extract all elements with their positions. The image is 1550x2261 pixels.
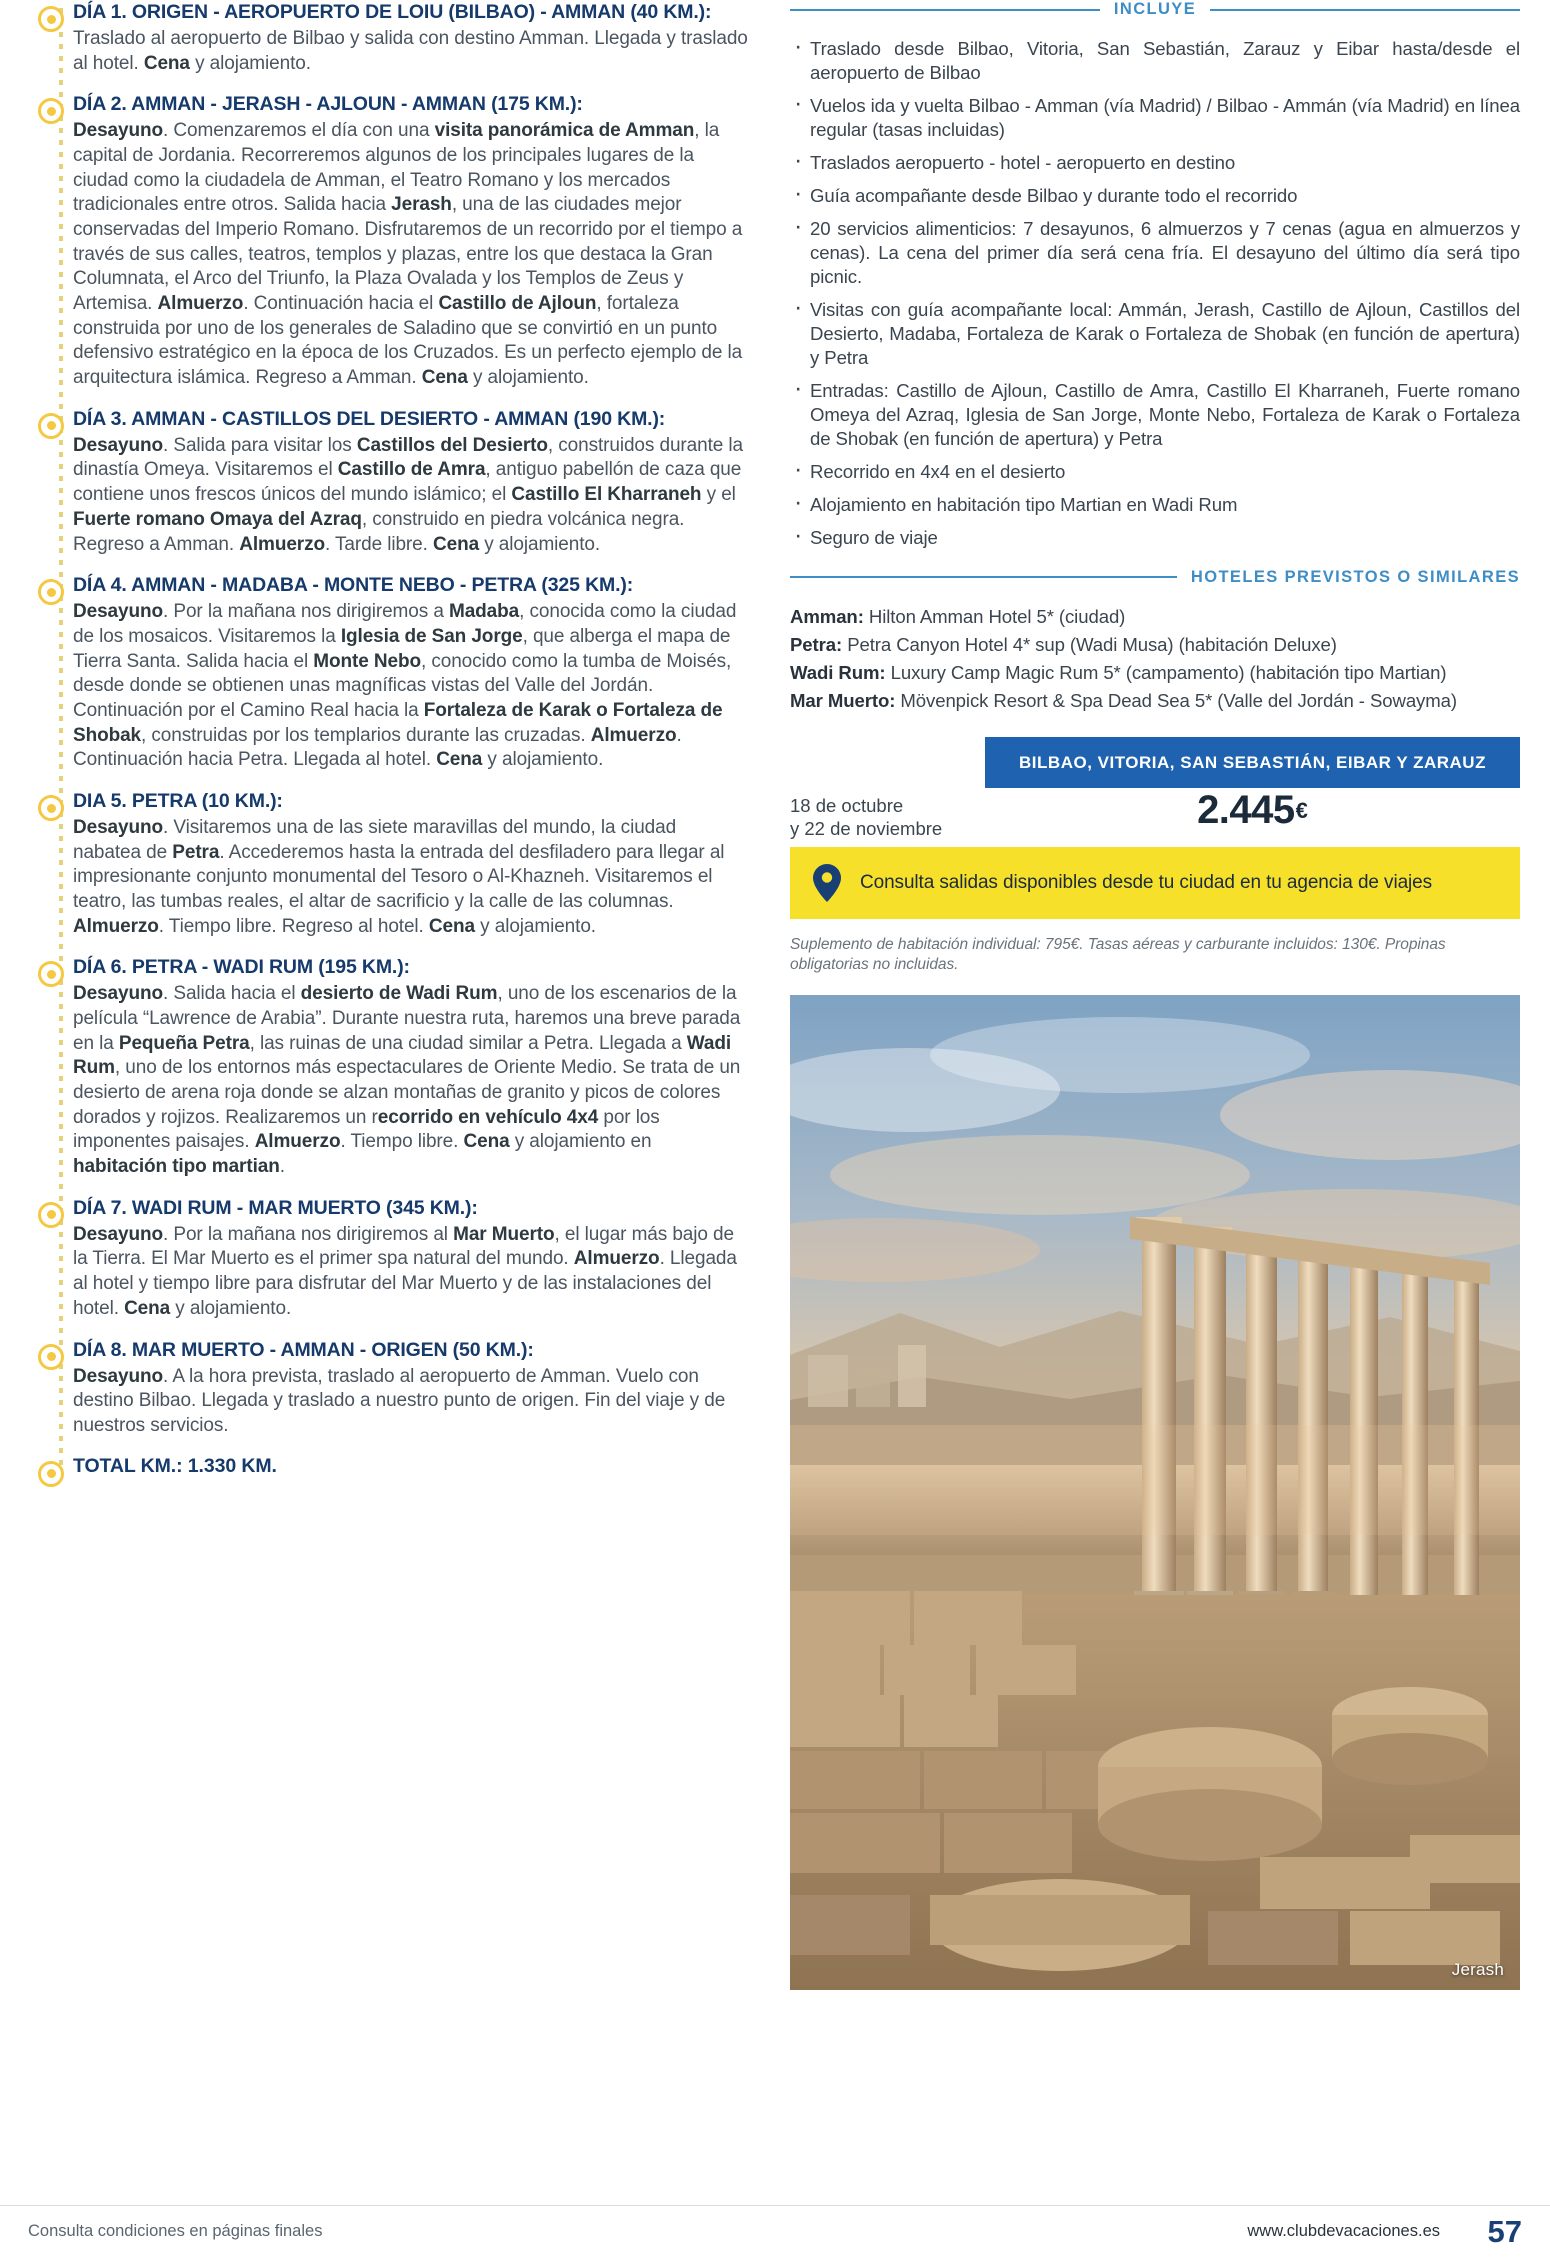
includes-section-header [790, 0, 1520, 19]
hotel-name: Petra Canyon Hotel 4* sup (Wadi Musa) (habitación Deluxe) [847, 633, 1337, 655]
hotel-name: Hilton Amman Hotel 5* (ciudad) [868, 605, 1126, 627]
departure-date-line-2: y 22 de noviembre [790, 818, 943, 840]
price-currency: € [1295, 797, 1308, 823]
include-item: · 20 servicios alimenticios: 7 desayunos, 6 almuerzos y 7 cenas (agua en almuerzos y cenas). La cena del primer día será cena fría. El desayuno del último día será tipo picnic. [790, 217, 1520, 289]
day-title: DÍA 1. ORIGEN - AEROPUERTO DE LOIU (BILBAO) - AMMAN (40 KM.): [73, 1, 712, 23]
includes-list [790, 37, 1520, 550]
itinerary-day [28, 789, 748, 939]
price-amount-row [985, 788, 1520, 833]
rule-left [790, 576, 1177, 578]
hotel-row [790, 689, 1520, 713]
footer-website-url[interactable]: www.clubdevacaciones.es [1247, 2222, 1440, 2240]
day-description: Desayuno. A la hora prevista, traslado al aeropuerto de Amman. Vuelo con destino Bilbao. Llegada y traslado a nuestro punto de origen. Fin del viaje y de nuestros servicios. [73, 1365, 726, 1436]
itinerary-day [28, 1196, 748, 1322]
day-title: DÍA 6. PETRA - WADI RUM (195 KM.): [73, 956, 410, 979]
day-description: Traslado al aeropuerto de Bilbao y salida con destino Amman. Llegada y traslado al hotel. Cena y alojamiento. [73, 27, 748, 74]
consult-text: Consulta salidas disponibles desde tu ciudad en tu agencia de viajes [860, 872, 1433, 894]
rule-left [790, 9, 1100, 11]
consult-departures-box[interactable] [790, 847, 1520, 919]
price-amount: 2.445 [1197, 788, 1295, 833]
itinerary-day [28, 407, 748, 557]
day-description: Desayuno. Por la mañana nos dirigiremos al Mar Muerto, el lugar más bajo de la Tierra. El Mar Muerto es el primer spa natural del mundo. Almuerzo. Llegada al hotel y tiempo libre para disfrutar del Mar Muerto y de las instalaciones del hotel. Cena y alojamiento. [73, 1223, 737, 1319]
day-bullet-icon [38, 413, 64, 439]
itinerary-total-km [28, 1455, 748, 1478]
hotels-list [790, 605, 1520, 714]
page-footer [0, 2205, 1550, 2261]
day-description: Desayuno. Comenzaremos el día con una visita panorámica de Amman, la capital de Jordania. Recorreremos algunos de los principales lugares de la ciudad como la ciudadela de Amman, el Teatro Romano y los mercados tradicionales entre otros. Salida hacia Jerash, una de las ciudades mejor conservadas del Imperio Romano. Disfrutaremos de un recorrido por el tiempo a través de sus calles, teatros, templos y plazas, entre los que destaca la Gran Columnata, el Arco del Triunfo, la Plaza Ovalada y los Templos de Zeus y Artemisa. Almuerzo. Continuación hacia el Castillo de Ajloun, fortaleza construida por uno de los generales de Saladino que se convirtió en un punto defensivo estratégico en la época de los Cruzados. Es un perfecto ejemplo de la arquitectura islámica. Regreso a Amman. Cena y alojamiento. [73, 120, 743, 389]
include-item: · Traslados aeropuerto - hotel - aeropuerto en destino [790, 151, 1520, 175]
day-bullet-icon [38, 795, 64, 821]
day-bullet-icon [38, 1202, 64, 1228]
day-description: Desayuno. Salida hacia el desierto de Wadi Rum, uno de los escenarios de la película “Lawrence de Arabia”. Durante nuestra ruta, haremos una breve parada en la Pequeña Petra, las ruinas de una ciudad similar a Petra. Llegada a Wadi Rum, uno de los entornos más espectaculares de Oriente Medio. Se trata de un desierto de arena roja donde se alzan montañas de granito y picos de colores dorados y rojizos. Realizaremos un recorrido en vehículo 4x4 por los imponentes paisajes. Almuerzo. Tiempo libre. Cena y alojamiento en habitación tipo martian. [73, 983, 741, 1178]
include-item: · Visitas con guía acompañante local: Ammán, Jerash, Castillo de Ajloun, Castillos del Desierto, Madaba, Fortaleza de Karak o Fortaleza de Shobak (en función de apertura) y Petra [790, 298, 1520, 370]
destination-photo [790, 995, 1520, 1990]
hotel-city: Wadi Rum: [790, 662, 886, 684]
rule-right [1210, 9, 1520, 11]
day-title: DÍA 4. AMMAN - MADABA - MONTE NEBO - PETRA (325 KM.): [73, 574, 634, 597]
itinerary-day [28, 1338, 748, 1439]
departure-dates [790, 771, 985, 840]
include-item: · Recorrido en 4x4 en el desierto [790, 460, 1520, 484]
include-item: · Seguro de viaje [790, 526, 1520, 550]
hotel-row [790, 661, 1520, 685]
location-pin-icon [810, 863, 844, 903]
day-title: DÍA 2. AMMAN - JERASH - AJLOUN - AMMAN (175 KM.): [73, 93, 583, 116]
hotels-section-header [790, 568, 1520, 587]
include-item: · Traslado desde Bilbao, Vitoria, San Sebastián, Zarauz y Eibar hasta/desde el aeropuerto de Bilbao [790, 37, 1520, 85]
hotel-city: Mar Muerto: [790, 690, 896, 712]
include-item: · Guía acompañante desde Bilbao y durante todo el recorrido [790, 184, 1520, 208]
photo-caption: Jerash [1451, 1960, 1504, 1980]
hotel-row [790, 605, 1520, 629]
itinerary-day [28, 573, 748, 773]
price-right-group [985, 737, 1520, 833]
departure-date-line-1: 18 de octubre [790, 795, 904, 817]
day-title: DÍA 8. MAR MUERTO - AMMAN - ORIGEN (50 KM.): [73, 1338, 534, 1361]
fineprint-note: Suplemento de habitación individual: 795€. Tasas aéreas y carburante incluidos: 130€. Propinas obligatorias no incluidas. [790, 936, 1446, 974]
day-title: DIA 5. PETRA (10 KM.): [73, 790, 283, 812]
day-bullet-icon [38, 961, 64, 987]
price-banner [790, 737, 1520, 840]
itinerary-day [28, 92, 748, 391]
include-item: · Entradas: Castillo de Ajloun, Castillo de Amra, Castillo El Kharraneh, Fuerte romano Omeya del Azraq, Iglesia de San Jorge, Monte Nebo, Fortaleza de Karak o Fortaleza de Shobak (en función de apertura) y Petra [790, 379, 1520, 451]
day-bullet-icon [38, 98, 64, 124]
total-km-label: TOTAL KM.: 1.330 KM. [73, 1454, 277, 1477]
day-description: Desayuno. Salida para visitar los Castillos del Desierto, construidos durante la dinastía Omeya. Visitaremos el Castillo de Amra, antiguo pabellón de caza que contiene unos frescos únicos del mundo islámico; el Castillo El Kharraneh y el Fuerte romano Omaya del Azraq, construido en piedra volcánica negra. Regreso a Amman. Almuerzo. Tarde libre. Cena y alojamiento. [73, 434, 743, 555]
day-bullet-icon [38, 6, 64, 32]
itinerary-column [28, 0, 748, 1478]
day-description: Desayuno. Visitaremos una de las siete maravillas del mundo, la ciudad nabatea de Petra. Accederemos hasta la entrada del desfiladero para llegar al impresionante conjunto monumental del Tesoro o Al-Khazneh. Visitaremos el teatro, las tumbas reales, el altar de sacrificio y la calle de las columnas. Almuerzo. Tiempo libre. Regreso al hotel. Cena y alojamiento. [73, 816, 725, 937]
day-title: DÍA 7. WADI RUM - MAR MUERTO (345 KM.): [73, 1196, 478, 1219]
include-item: · Alojamiento en habitación tipo Martian en Wadi Rum [790, 493, 1520, 517]
details-column [790, 0, 1520, 1990]
page-number: 57 [1487, 2214, 1522, 2249]
footer-conditions-note: Consulta condiciones en páginas finales [28, 2222, 323, 2240]
hotel-city: Amman: [790, 605, 864, 627]
includes-heading: INCLUYE [1113, 0, 1197, 18]
hotel-name: Mövenpick Resort & Spa Dead Sea 5* (Valle del Jordán - Sowayma) [900, 690, 1457, 712]
day-bullet-icon [38, 1344, 64, 1370]
hotel-city: Petra: [790, 633, 843, 655]
include-item: · Vuelos ida y vuelta Bilbao - Amman (vía Madrid) / Bilbao - Ammán (vía Madrid) en línea regular (tasas incluidas) [790, 94, 1520, 142]
departure-cities-label: BILBAO, VITORIA, SAN SEBASTIÁN, EIBAR Y ZARAUZ [985, 737, 1520, 788]
day-title: DÍA 3. AMMAN - CASTILLOS DEL DESIERTO - AMMAN (190 KM.): [73, 407, 666, 430]
day-bullet-icon [38, 579, 64, 605]
day-description: Desayuno. Por la mañana nos dirigiremos a Madaba, conocida como la ciudad de los mosaicos. Visitaremos la Iglesia de San Jorge, que alberga el mapa de Tierra Santa. Salida hacia el Monte Nebo, conocido como la tumba de Moisés, desde donde se obtienen unas magníficas vistas del Valle del Jordán. Continuación por el Camino Real hacia la Fortaleza de Karak o Fortaleza de Shobak, construidas por los templarios durante las cruzadas. Almuerzo. Continuación hacia Petra. Llegada al hotel. Cena y alojamiento. [73, 601, 737, 771]
hotel-name: Luxury Camp Magic Rum 5* (campamento) (habitación tipo Martian) [890, 662, 1447, 684]
itinerary-day [28, 0, 748, 76]
hotels-heading: HOTELES PREVISTOS O SIMILARES [1190, 567, 1520, 586]
hotel-row [790, 633, 1520, 657]
day-bullet-icon [38, 1461, 64, 1487]
itinerary-day [28, 955, 748, 1179]
